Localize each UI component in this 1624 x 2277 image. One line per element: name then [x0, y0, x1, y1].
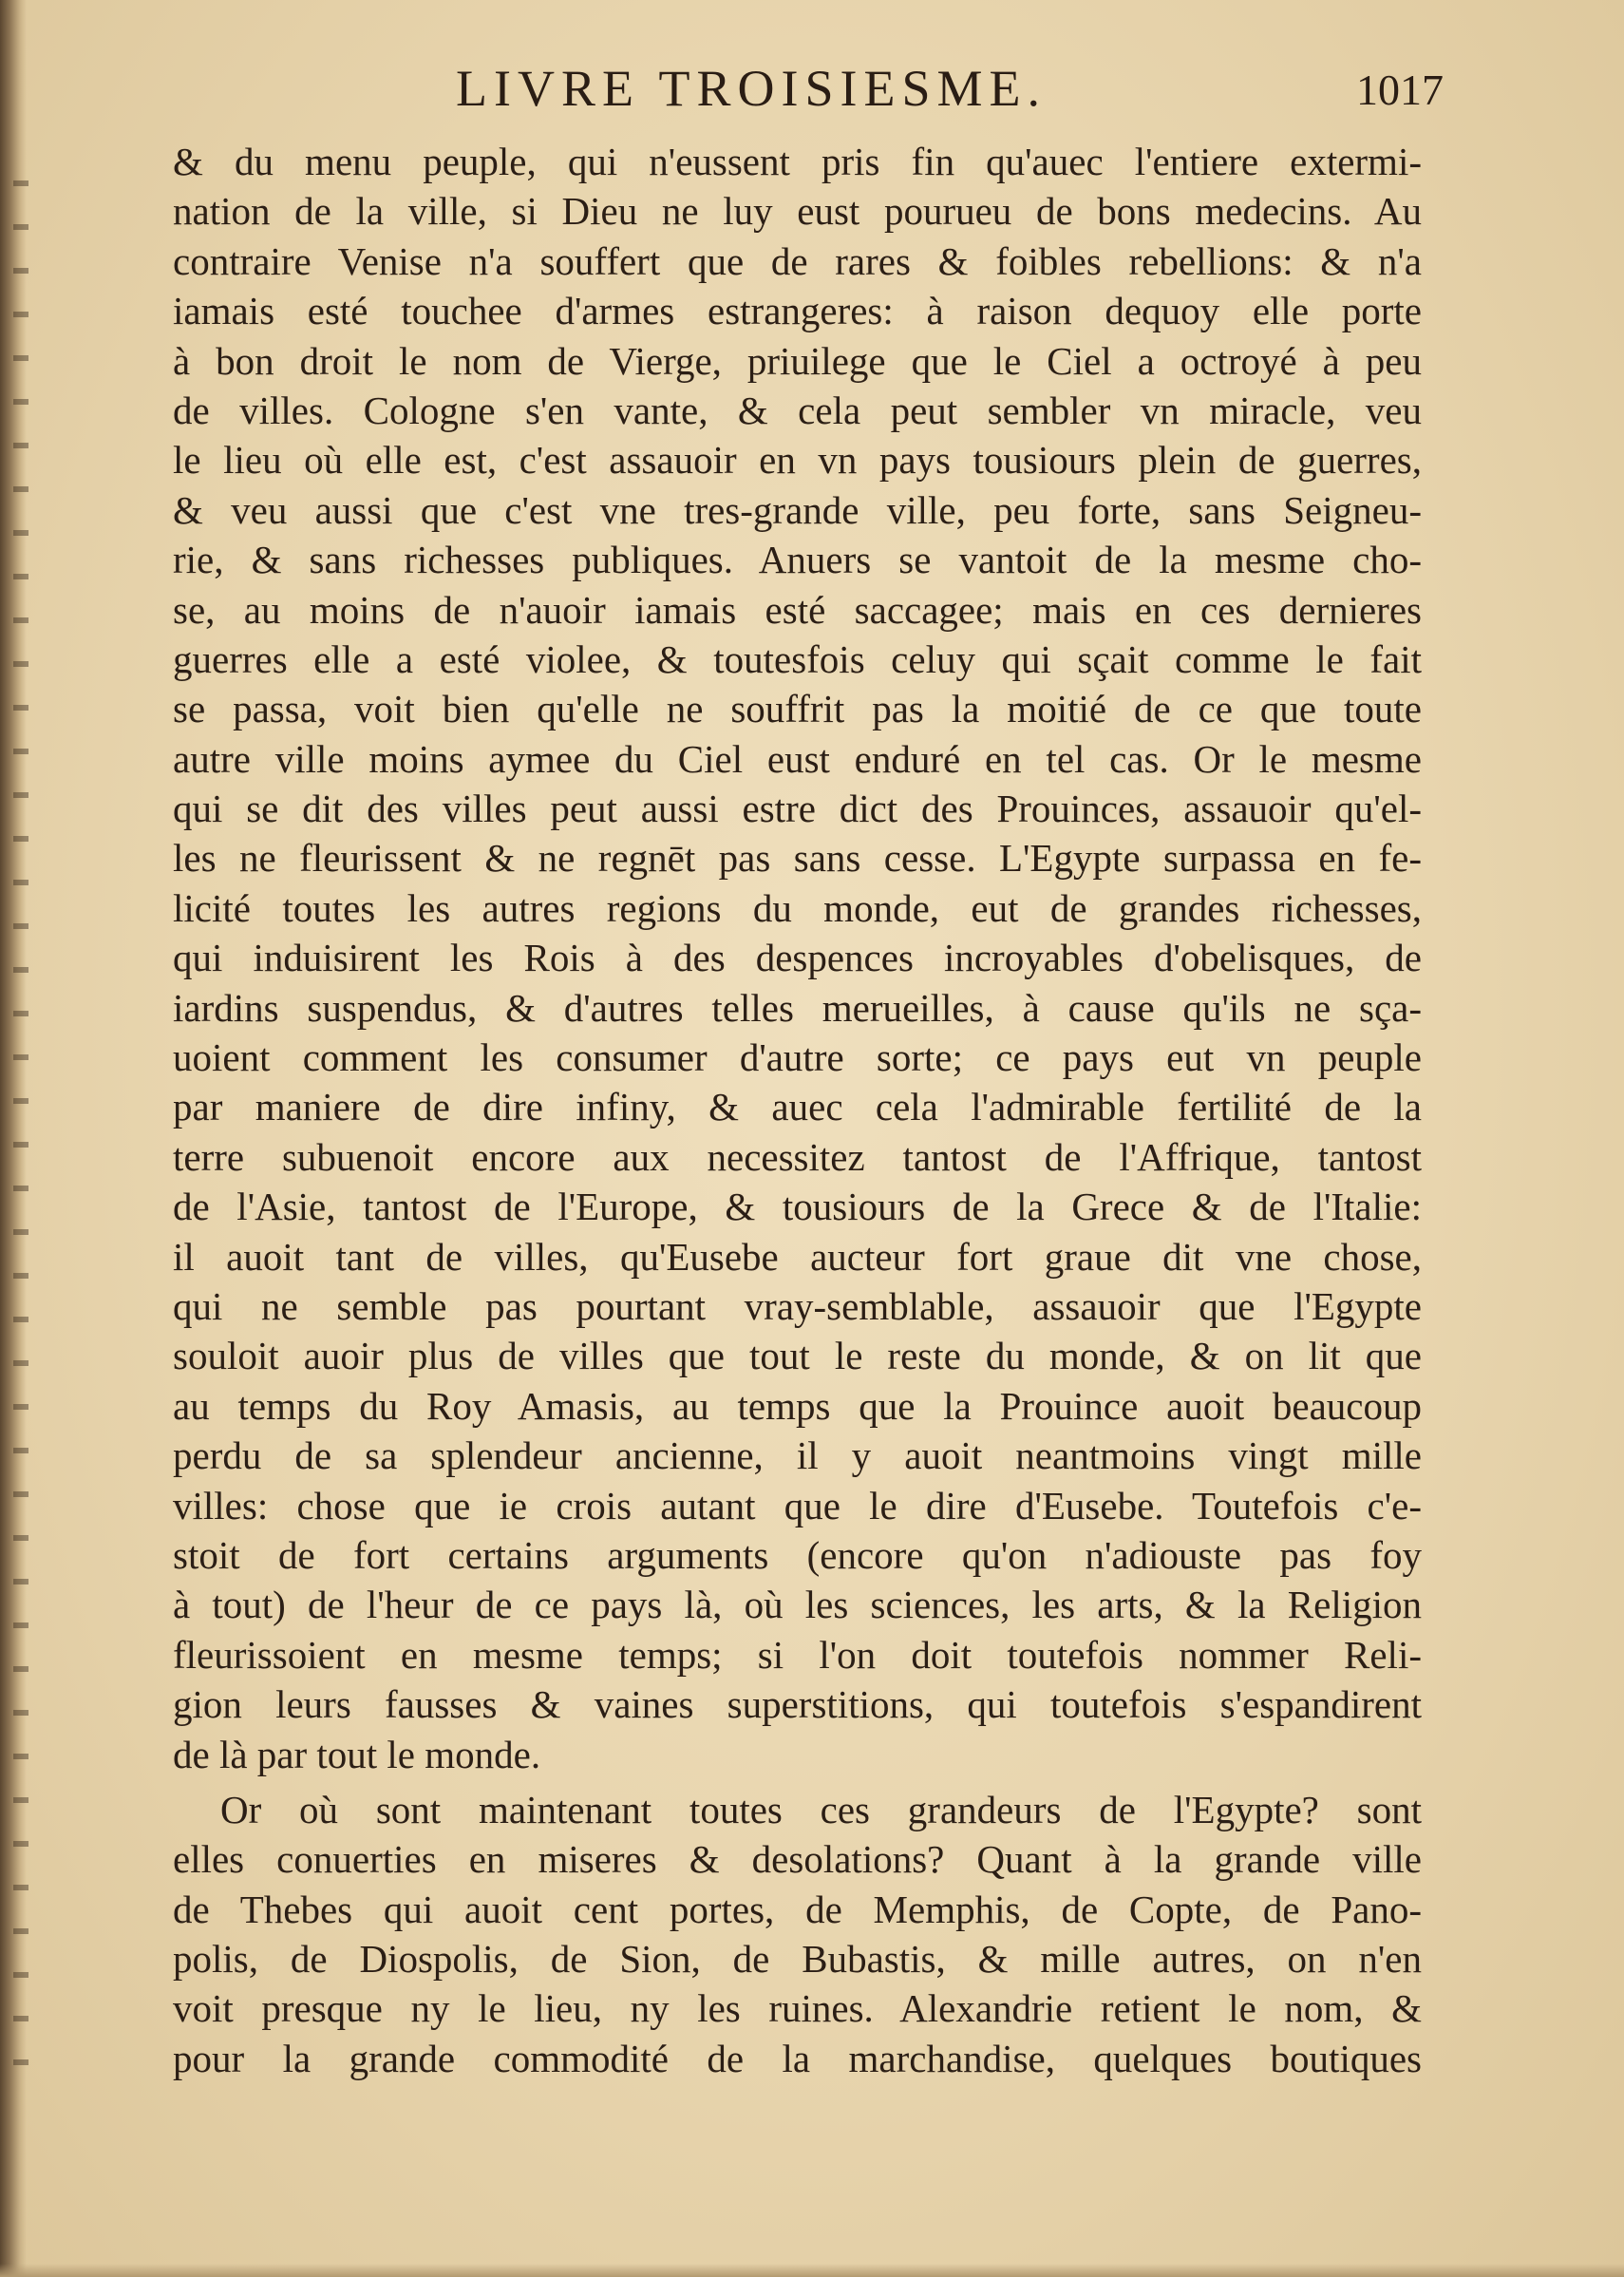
text-line: par maniere de dire infiny, & auec cela l'admirable fertilité de la: [173, 1085, 1422, 1129]
text-line: terre subuenoit encore aux necessitez tantost de l'Affrique, tantost: [173, 1134, 1422, 1179]
running-head: [142, 59, 1444, 125]
text-line: au temps du Roy Amasis, au temps que la Prouince auoit beaucoup: [173, 1383, 1422, 1428]
text-line: guerres elle a esté violee, & toutesfois celuy qui sçait comme le fait: [173, 636, 1422, 681]
text-line: licité toutes les autres regions du monde, eut de grandes richesses,: [173, 885, 1422, 930]
text-line: se passa, voit bien qu'elle ne souffrit pas la moitié de ce que toute: [173, 687, 1422, 731]
text-line: gion leurs fausses & vaines superstitions, qui toutefois s'espandirent: [173, 1682, 1422, 1727]
text-line: rie, & sans richesses publiques. Anuers se vantoit de la mesme cho-: [173, 538, 1422, 582]
page-number: 1017: [1356, 66, 1444, 114]
text-line: iardins suspendus, & d'autres telles merueilles, à cause qu'ils ne sça-: [173, 985, 1422, 1030]
text-line: & veu aussi que c'est vne tres-grande ville, peu forte, sans Seigneu-: [173, 487, 1422, 532]
text-line: elles conuerties en miseres & desolations? Quant à la grande ville: [173, 1837, 1422, 1882]
text-line: contraire Venise n'a souffert que de rares & foibles rebellions: & n'a: [173, 238, 1422, 283]
text-line: de Thebes qui auoit cent portes, de Memphis, de Copte, de Pano-: [173, 1887, 1422, 1931]
running-head-title: LIVRE TROISIESME.: [456, 60, 1048, 117]
text-line: polis, de Diospolis, de Sion, de Bubastis, & mille autres, on n'en: [173, 1937, 1422, 1982]
text-line: de l'Asie, tantost de l'Europe, & tousiours de la Grece & de l'Italie:: [173, 1185, 1422, 1229]
text-line: nation de la ville, si Dieu ne luy eust pourueu de bons medecins. Au: [173, 189, 1422, 234]
text-line: pour la grande commodité de la marchandise, quelques boutiques: [173, 2036, 1422, 2080]
text-line: stoit de fort certains arguments (encore qu'on n'adiouste pas foy: [173, 1532, 1422, 1577]
text-line: uoient comment les consumer d'autre sorte; ce pays eut vn peuple: [173, 1035, 1422, 1080]
text-line: villes: chose que ie crois autant que le dire d'Eusebe. Toutefois c'e-: [173, 1483, 1422, 1527]
text-line: il auoit tant de villes, qu'Eusebe aucteur fort graue dit vne chose,: [173, 1234, 1422, 1279]
text-line: de villes. Cologne s'en vante, & cela peut sembler vn miracle, veu: [173, 388, 1422, 432]
text-line: qui induisirent les Rois à des despences incroyables d'obelisques, de: [173, 936, 1422, 980]
text-block: [173, 137, 1422, 2083]
text-line: iamais esté touchee d'armes estrangeres: à raison dequoy elle porte: [173, 289, 1422, 333]
text-line: souloit auoir plus de villes que tout le reste du monde, & on lit que: [173, 1334, 1422, 1378]
text-line: & du menu peuple, qui n'eussent pris fin qu'auec l'entiere extermi-: [173, 140, 1422, 183]
text-line: à bon droit le nom de Vierge, priuilege que le Ciel a octroyé à peu: [173, 338, 1422, 383]
paragraph-1: [173, 137, 1422, 1779]
paragraph-2: [173, 1785, 1422, 2083]
text-line: qui se dit des villes peut aussi estre dict des Prouinces, assauoir qu'el-: [173, 787, 1422, 831]
page-binding-stitching: [13, 142, 28, 2090]
text-line: qui ne semble pas pourtant vray-semblable, assauoir que l'Egypte: [173, 1283, 1422, 1328]
text-line: les ne fleurissent & ne regnēt pas sans cesse. L'Egypte surpassa en fe-: [173, 836, 1422, 881]
text-line: à tout) de l'heur de ce pays là, où les sciences, les arts, & la Religion: [173, 1583, 1422, 1627]
text-line: se, au moins de n'auoir iamais esté saccagee; mais en ces dernieres: [173, 587, 1422, 632]
page-bottom-edge: [0, 2264, 1624, 2277]
text-line: autre ville moins aymee du Ciel eust enduré en tel cas. Or le mesme: [173, 736, 1422, 781]
text-line: de là par tout le monde.: [173, 1732, 541, 1776]
text-line: voit presque ny le lieu, ny les ruines. Alexandrie retient le nom, &: [173, 1986, 1422, 2031]
text-line: le lieu où elle est, c'est assauoir en vn pays tousiours plein de guerres,: [173, 438, 1422, 483]
text-line: Or où sont maintenant toutes ces grandeurs de l'Egypte? sont: [220, 1787, 1422, 1831]
text-line: fleurissoient en mesme temps; si l'on doit toutefois nommer Reli-: [173, 1632, 1422, 1677]
text-line: perdu de sa splendeur ancienne, il y auoit neantmoins vingt mille: [173, 1433, 1422, 1478]
